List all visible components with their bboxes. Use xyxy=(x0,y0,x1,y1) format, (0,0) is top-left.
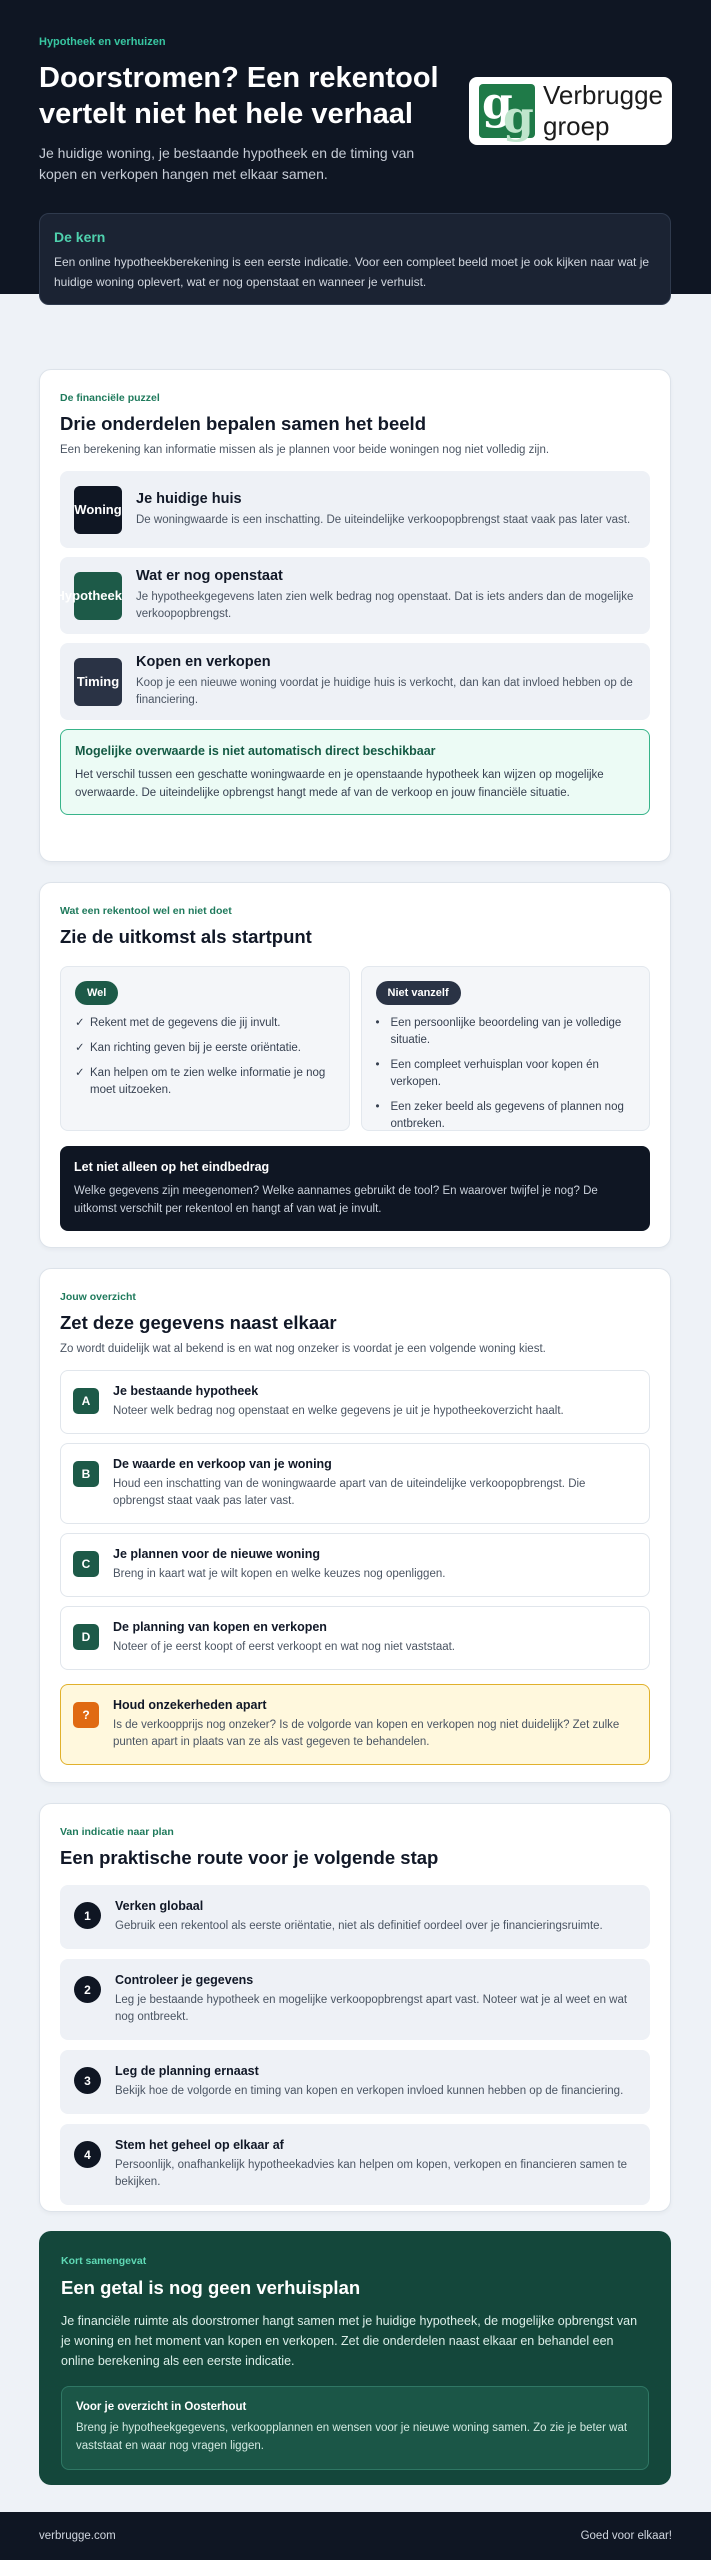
logo-line1: Verbrugge xyxy=(543,80,663,110)
wel-list xyxy=(75,1015,335,1099)
puzzle-item-text: De woningwaarde is een inschatting. De uiteindelijke verkoopopbrengst staat vaak pas later vast. xyxy=(136,513,631,526)
puzzle-item-title: Kopen en verkopen xyxy=(136,654,271,670)
footer-site-link[interactable]: verbrugge.com xyxy=(39,2530,116,2542)
puzzle-card xyxy=(39,369,671,862)
overview-row-a xyxy=(60,1370,650,1434)
overview-title: Zet deze gegevens naast elkaar xyxy=(60,1312,337,1333)
route-card xyxy=(39,1803,671,2212)
route-step-1 xyxy=(60,1885,650,1949)
list-item: ✓ Kan richting geven bij je eerste oriëntatie. xyxy=(75,1040,335,1057)
hero-eyebrow: Hypotheek en verhuizen xyxy=(39,36,166,48)
overview-row-c xyxy=(60,1533,650,1597)
list-item: • Een compleet verhuisplan voor kopen én verkopen. xyxy=(375,1059,599,1088)
bullet-icon: • xyxy=(375,1059,380,1071)
summary-title: Een getal is nog geen verhuisplan xyxy=(61,2277,361,2298)
logo-wordmark xyxy=(543,80,663,142)
eindbedrag-note-text: Welke gegevens zijn meegenomen? Welke aannames gebruikt de tool? En waarover twijfel je nog? De uitkomst verschilt per rekentool en hangt af van wat je invult. xyxy=(74,1185,598,1215)
tool-title: Zie de uitkomst als startpunt xyxy=(60,926,312,947)
route-step-3 xyxy=(60,2050,650,2114)
onzekerheden-text: Is de verkoopprijs nog onzeker? Is de volgorde van kopen en verkopen nog niet duidelijk? Zet zulke punten apart in plaats van ze als vast gegeven te behandelen. xyxy=(113,1719,620,1748)
eindbedrag-note-title: Let niet alleen op het eindbedrag xyxy=(74,1160,270,1174)
bullet-icon: • xyxy=(375,1017,380,1029)
timing-badge-icon: Timing xyxy=(74,658,122,706)
onzekerheden-note xyxy=(60,1684,650,1765)
overview-row-d xyxy=(60,1606,650,1670)
kern-text: Een online hypotheekberekening is een eerste indicatie. Voor een compleet beeld moet je ook kijken naar wat je huidige woning oplevert, wat er nog openstaat en wanneer je verhuist. xyxy=(54,255,650,289)
step-text: Gebruik een rekentool als eerste oriëntatie, niet als definitief oordeel over je financieringsruimte. xyxy=(115,1920,603,1932)
list-item: ✓ Rekent met de gegevens die jij invult. xyxy=(75,1015,335,1032)
niet-pill: Niet vanzelf xyxy=(376,981,461,1005)
niet-list xyxy=(376,1015,636,1133)
summary-card xyxy=(39,2231,671,2485)
list-item: • Een persoonlijke beoordeling van je volledige situatie. xyxy=(375,1017,622,1046)
puzzle-item-text: Je hypotheekgegevens laten zien welk bedrag nog openstaat. Dat is iets anders dan de mogelijke verkoopopbrengst. xyxy=(136,591,634,620)
tool-eyebrow: Wat een rekentool wel en niet doet xyxy=(60,905,232,917)
overview-card xyxy=(39,1268,671,1783)
row-text: Noteer welk bedrag nog openstaat en welke gegevens je uit je hypotheekoverzicht haalt. xyxy=(113,1405,564,1417)
tool-card xyxy=(39,882,671,1248)
bullet-icon: • xyxy=(375,1101,380,1113)
summary-eyebrow: Kort samengevat xyxy=(61,2255,147,2267)
letter-a-badge: A xyxy=(73,1388,99,1414)
wel-pill: Wel xyxy=(75,981,118,1005)
row-title: De waarde en verkoop van je woning xyxy=(113,1457,332,1471)
overview-row-b xyxy=(60,1443,650,1524)
overview-intro: Zo wordt duidelijk wat al bekend is en wat nog onzeker is voordat je een volgende woning kiest. xyxy=(60,1343,546,1355)
kern-title: De kern xyxy=(54,229,106,245)
overview-eyebrow: Jouw overzicht xyxy=(60,1291,136,1303)
check-icon: ✓ xyxy=(75,1067,85,1079)
step-text: Bekijk hoe de volgorde en timing van kopen en verkopen invloed kunnen hebben op de financiering. xyxy=(115,2085,624,2097)
step-title: Verken globaal xyxy=(115,1899,204,1913)
puzzle-item-woning xyxy=(60,471,650,548)
footer xyxy=(0,2512,711,2560)
step-number: 1 xyxy=(74,1902,101,1929)
check-icon: ✓ xyxy=(75,1042,85,1054)
letter-c-badge: C xyxy=(73,1551,99,1577)
route-step-2 xyxy=(60,1959,650,2040)
puzzle-eyebrow: De financiële puzzel xyxy=(60,392,160,404)
route-title: Een praktische route voor je volgende stap xyxy=(60,1847,439,1868)
puzzle-item-title: Wat er nog openstaat xyxy=(136,568,283,584)
letter-d-badge: D xyxy=(73,1624,99,1650)
list-item: ✓ Kan helpen om te zien welke informatie je nog moet uitzoeken. xyxy=(75,1067,326,1096)
overwaarde-note xyxy=(60,729,650,815)
row-text: Breng in kaart wat je wilt kopen en welke keuzes nog openliggen. xyxy=(113,1568,446,1580)
kern-box xyxy=(39,213,671,305)
step-number: 2 xyxy=(74,1976,101,2003)
step-title: Leg de planning ernaast xyxy=(115,2064,259,2078)
page-title: Doorstromen? Een rekentool vertelt niet het hele verhaal xyxy=(39,62,439,130)
logo-line2: groep xyxy=(543,111,610,141)
puzzle-item-title: Je huidige huis xyxy=(136,490,242,507)
step-title: Controleer je gegevens xyxy=(115,1973,254,1987)
oosterhout-text: Breng je hypotheekgegevens, verkoopplannen en wensen voor je nieuwe woning samen. Zo zie je beter wat vaststaat en waar nog vragen liggen. xyxy=(76,2422,628,2452)
wel-column xyxy=(60,966,350,1131)
hero-subtitle: Je huidige woning, je bestaande hypotheek en de timing van kopen en verkopen hangen met elkaar samen. xyxy=(39,145,415,182)
route-eyebrow: Van indicatie naar plan xyxy=(60,1826,174,1838)
row-title: Je bestaande hypotheek xyxy=(113,1384,259,1398)
question-icon: ? xyxy=(73,1702,99,1728)
letter-b-badge: B xyxy=(73,1461,99,1487)
row-text: Noteer of je eerst koopt of eerst verkoopt en wat nog niet vaststaat. xyxy=(113,1641,455,1653)
verbrugge-logo[interactable] xyxy=(469,77,672,145)
tool-columns xyxy=(60,966,650,1131)
row-title: De planning van kopen en verkopen xyxy=(113,1620,327,1634)
puzzle-title: Drie onderdelen bepalen samen het beeld xyxy=(60,413,426,434)
oosterhout-title: Voor je overzicht in Oosterhout xyxy=(76,2401,247,2413)
step-number: 4 xyxy=(74,2141,101,2168)
route-step-4 xyxy=(60,2124,650,2205)
overwaarde-note-text: Het verschil tussen een geschatte woningwaarde en je openstaande hypotheek kan wijzen op mogelijke overwaarde. De uiteindelijke opbrengst hangt mede af van de verkoop en jouw financiële situatie. xyxy=(75,769,604,799)
house-badge-icon: Woning xyxy=(74,486,122,534)
puzzle-item-text: Koop je een nieuwe woning voordat je huidige huis is verkocht, dan kan dat invloed hebben op de financiering. xyxy=(136,677,633,706)
step-text: Persoonlijk, onafhankelijk hypotheekadvies kan helpen om kopen, verkopen en financieren samen te bekijken. xyxy=(115,2159,628,2188)
eindbedrag-note xyxy=(60,1146,650,1231)
oosterhout-box xyxy=(61,2386,649,2470)
row-text: Houd een inschatting van de woningwaarde apart van de uiteindelijke verkoopopbrengst. Die opbrengst staat vaak pas later vast. xyxy=(113,1478,586,1507)
puzzle-intro: Een berekening kan informatie missen als je plannen voor beide woningen nog niet volledig zijn. xyxy=(60,444,550,456)
list-item: • Een zeker beeld als gegevens of plannen nog ontbreken. xyxy=(375,1101,624,1130)
logo-mark-icon: g g xyxy=(479,84,535,138)
step-text: Leg je bestaande hypotheek en mogelijke verkoopopbrengst apart vast. Noteer wat je al weet en wat nog ontbreekt. xyxy=(115,1994,628,2023)
summary-lead: Je financiële ruimte als doorstromer hangt samen met je huidige hypotheek, de mogelijke opbrengst van je woning en het moment van kopen en verkopen. Zet die onderdelen naast elkaar en behandel een online berekening als een eerste indicatie. xyxy=(61,2314,638,2368)
row-title: Je plannen voor de nieuwe woning xyxy=(113,1547,320,1561)
check-icon: ✓ xyxy=(75,1017,85,1029)
footer-slogan: Goed voor elkaar! xyxy=(580,2530,672,2542)
puzzle-item-hypotheek xyxy=(55,557,650,634)
overwaarde-note-title: Mogelijke overwaarde is niet automatisch direct beschikbaar xyxy=(75,744,436,758)
niet-column xyxy=(361,966,651,1131)
puzzle-item-timing xyxy=(60,643,650,720)
step-title: Stem het geheel op elkaar af xyxy=(115,2138,284,2152)
mortgage-badge-icon: Hypotheek xyxy=(74,572,122,620)
onzekerheden-title: Houd onzekerheden apart xyxy=(113,1698,267,1712)
step-number: 3 xyxy=(74,2067,101,2094)
